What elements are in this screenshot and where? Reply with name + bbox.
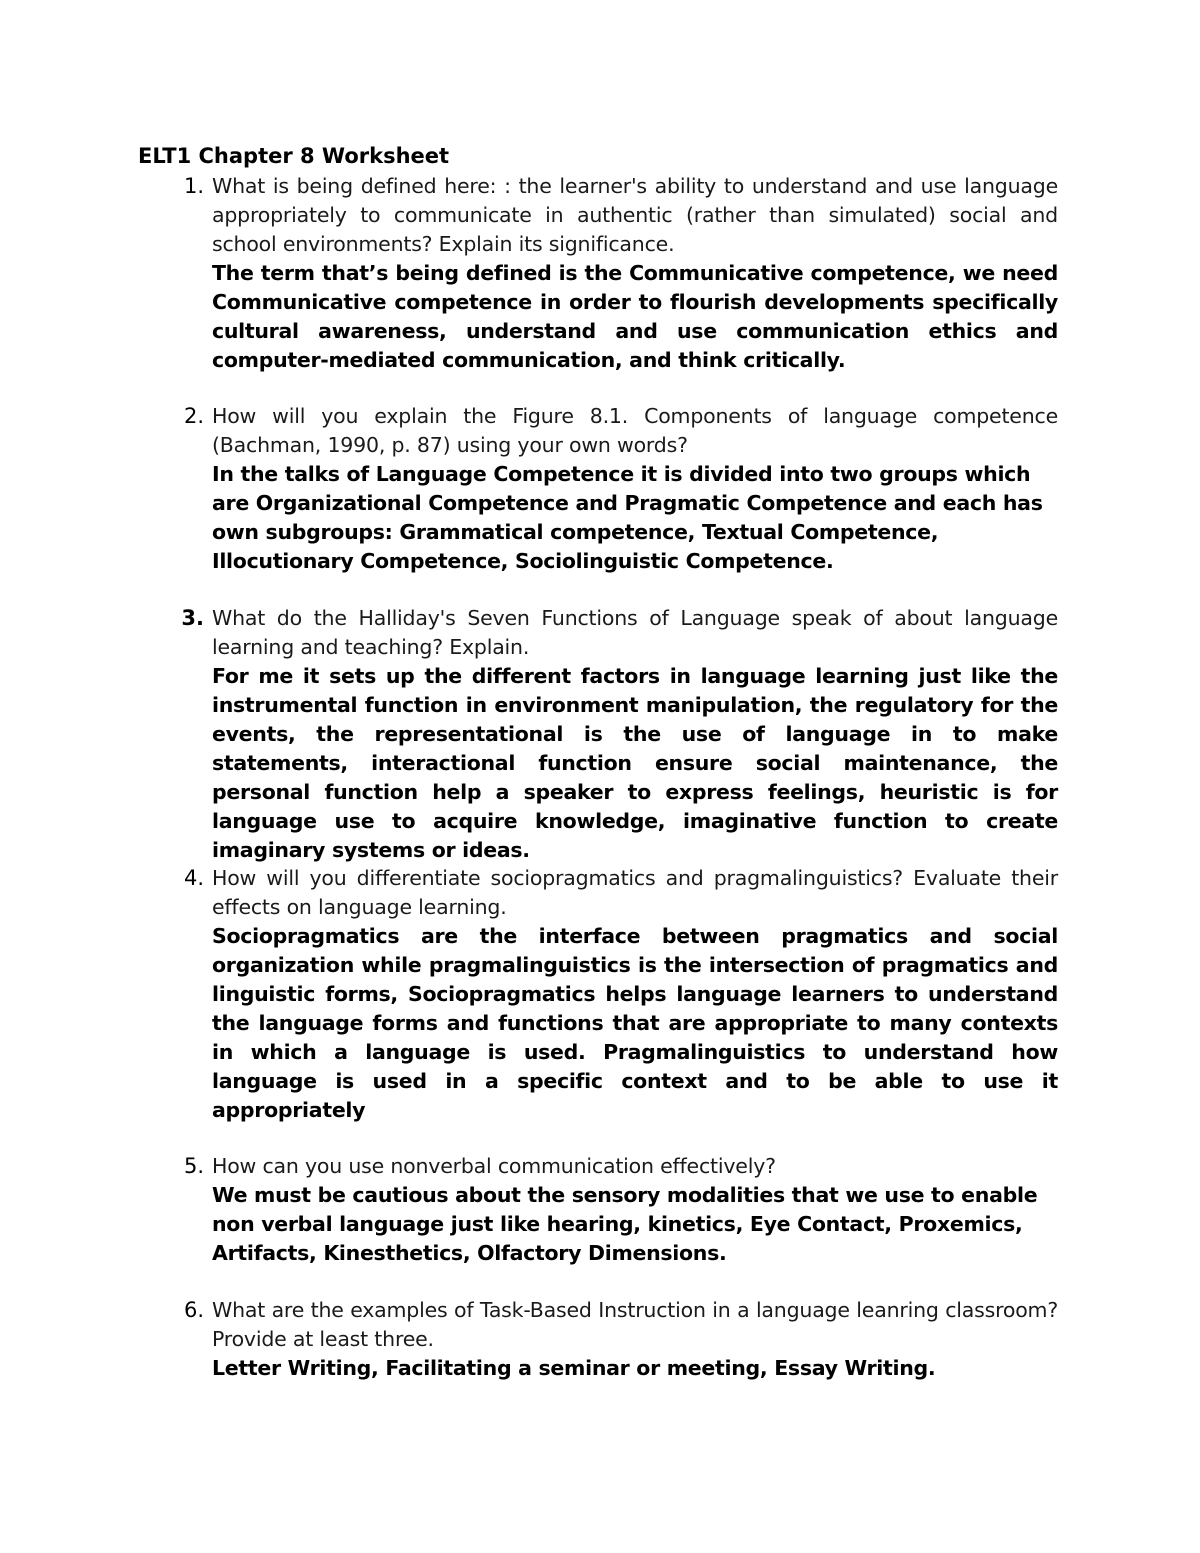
answer-text: Letter Writing, Facilitating a seminar or meeting, Essay Writing. (212, 1356, 936, 1380)
question-text: What do the Halliday's Seven Functions of Language speak of about language learning and teaching? Explain. (212, 606, 1058, 659)
question-item-5 (183, 1152, 1058, 1268)
question-item-4 (183, 864, 1058, 1125)
question-number: 4. (183, 866, 204, 890)
answer-text: In the talks of Language Competence it is divided into two groups which are Organizational Competence and Pragmatic Competence and each has own subgroups: Grammatical competence, Textual Competence, Illocutionary Competence, Sociolinguistic Competence. (212, 462, 1043, 573)
question-item-2 (183, 402, 1058, 576)
question-number: 1. (183, 174, 204, 198)
question-item-1 (183, 172, 1058, 375)
question-item-6 (183, 1296, 1058, 1383)
question-text: What are the examples of Task-Based Instruction in a language leanring classroom? Provide at least three. (212, 1298, 1058, 1351)
question-text: How can you use nonverbal communication effectively? (212, 1154, 776, 1178)
answer-text: For me it sets up the different factors in language learning just like the instrumental function in environment manipulation, the regulatory for the events, the representational is the use of language in to make statements, interactional function ensure social maintenance, the personal function help a speaker to express feelings, heuristic is for language use to acquire knowledge, imaginative function to create imaginary systems or ideas. (212, 664, 1058, 862)
question-text: How will you differentiate sociopragmatics and pragmalinguistics? Evaluate their effects on language learning. (212, 866, 1058, 919)
question-text: How will you explain the Figure 8.1. Components of language competence (Bachman, 1990, p. 87) using your own words? (212, 404, 1058, 457)
question-item-3 (181, 604, 1058, 865)
answer-text: Sociopragmatics are the interface between pragmatics and social organization while pragmalinguistics is the intersection of pragmatics and linguistic forms, Sociopragmatics helps language learners to understand the language forms and functions that are appropriate to many contexts in which a language is used. Pragmalinguistics to understand how language is used in a specific context and to be able to use it appropriately (212, 924, 1058, 1122)
question-text: What is being defined here: : the learner's ability to understand and use language appropriately to communicate in authentic (rather than simulated) social and school environments? Explain its significance. (212, 174, 1058, 256)
question-number: 3. (181, 606, 204, 630)
question-number: 5. (183, 1154, 204, 1178)
answer-text: The term that’s being defined is the Communicative competence, we need Communicative competence in order to flourish developments specifically cultural awareness, understand and use communication ethics and computer-mediated communication, and think critically. (212, 261, 1058, 372)
answer-text: We must be cautious about the sensory modalities that we use to enable non verbal language just like hearing, kinetics, Eye Contact, Proxemics, Artifacts, Kinesthetics, Olfactory Dimensions. (212, 1183, 1038, 1265)
question-number: 2. (183, 404, 204, 428)
question-number: 6. (183, 1298, 204, 1322)
worksheet-title: ELT1 Chapter 8 Worksheet (138, 144, 450, 168)
